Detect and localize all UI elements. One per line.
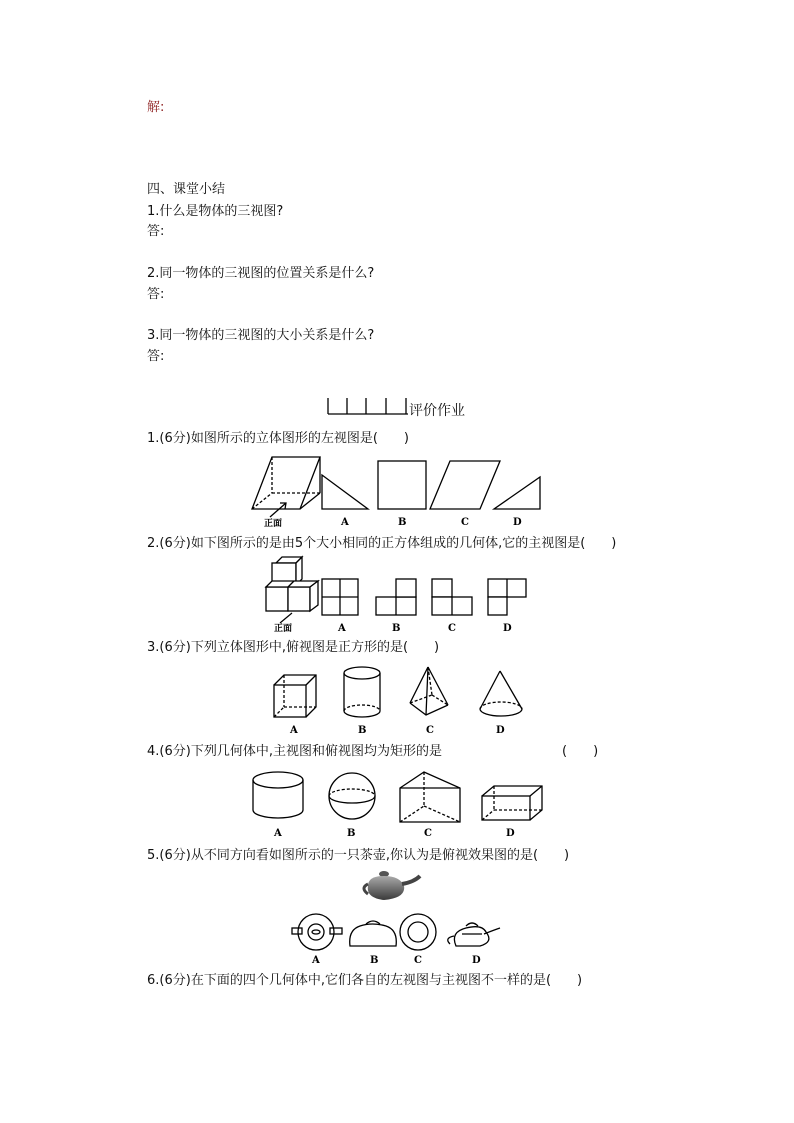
summary-answer-1: 答: [147,224,165,239]
option-label: D [513,517,522,528]
option-label: D [472,955,481,966]
summary-heading: 四、课堂小结 [147,182,226,197]
problem-4-figure [250,768,550,842]
problem-1-figure [250,453,550,531]
option-label: B [370,955,379,966]
summary-question-3: 3.同一物体的三视图的大小关系是什么? [147,328,375,343]
option-label: C [426,725,434,736]
front-label: 正面 [274,624,293,634]
option-label: B [358,725,367,736]
problem-4-answer-bracket: ( ) [562,744,599,759]
option-label: B [347,828,356,839]
problem-2-figure [262,555,532,637]
option-label: A [341,517,349,528]
option-label: D [506,828,515,839]
option-label: A [312,955,320,966]
problem-1-text: 1.(6分)如图所示的立体图形的左视图是( ) [147,431,409,446]
summary-answer-3: 答: [147,349,165,364]
problem-3-text: 3.(6分)下列立体图形中,俯视图是正方形的是( ) [147,640,440,655]
option-label: B [392,623,401,634]
option-label: A [290,725,298,736]
summary-question-2: 2.同一物体的三视图的位置关系是什么? [147,266,375,281]
problem-5-figure [288,908,508,966]
summary-question-1: 1.什么是物体的三视图? [147,204,284,219]
option-label: C [461,517,469,528]
option-label: B [398,517,407,528]
front-label: 正面 [264,519,283,529]
option-label: D [496,725,505,736]
problem-3-figure [270,663,530,737]
solution-label: 解: [147,100,165,115]
option-label: A [338,623,346,634]
summary-answer-2: 答: [147,287,165,302]
teapot-icon [360,866,440,906]
problem-2-text: 2.(6分)如下图所示的是由5个大小相同的正方体组成的几何体,它的主视图是( ) [147,536,617,551]
option-label: C [448,623,456,634]
problem-4-text: 4.(6分)下列几何体中,主视图和俯视图均为矩形的是 [147,744,442,759]
homework-header-graphic [326,396,410,416]
homework-title: 评价作业 [409,403,465,419]
option-label: A [274,828,282,839]
option-label: D [503,623,512,634]
option-label: C [414,955,422,966]
problem-5-text: 5.(6分)从不同方向看如图所示的一只茶壶,你认为是俯视效果图的是( ) [147,848,570,863]
option-label: C [424,828,432,839]
problem-6-text: 6.(6分)在下面的四个几何体中,它们各自的左视图与主视图不一样的是( ) [147,973,583,988]
